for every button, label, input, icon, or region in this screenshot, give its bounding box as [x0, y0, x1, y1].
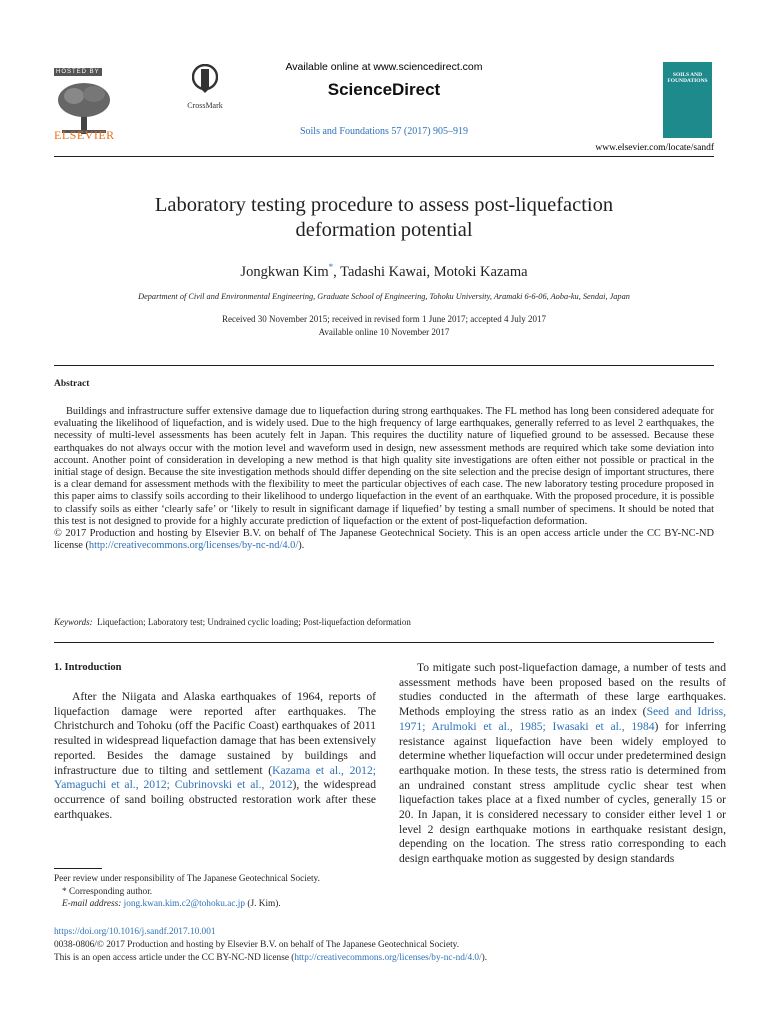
title-line-1: Laboratory testing procedure to assess post-liquefaction [154, 194, 614, 216]
abstract-heading: Abstract [54, 379, 90, 389]
footnotes [54, 873, 394, 911]
author-1: Jongkwan Kim [240, 263, 329, 280]
email-label: E-mail address: [62, 899, 122, 909]
abstract-paragraph: Buildings and infrastructure suffer extensive damage due to liquefaction during strong earthquakes. The FL method has long been considered adequate for evaluating the likelihood of liquefaction, and is widely used. Due to the high frequency of large earthquakes, generally referred to as level 2 earthquakes, the necessity of multi-level assessments has been acutely felt in Japan. This requires the ductility nature of liquefied ground to be assessed. Because these earthquakes do not always occur with the motion level and waveform used in design, new assessment methods are required which take some deviation into account. Another point of consideration in developing a new method is that high quality site investigations are often either not possible or practical in the initial stage of design. Because the site investigation methods should differ depending on the site selection and the precise design of important structures, there is a clear demand for assessment methods with the flexibility to meet the particular objectives of each case. The new laboratory testing procedure proposed in this paper aims to classify soils according to their likelihood to undergo liquefaction in the event of an earthquake. With the proposed procedure, it is possible to classify soils as either ‘clearly safe’ or ‘likely to result in significant damage if liquefied’ by testing a small number of specimens. It should be noted that this test is not designed to provide for a highly accurate prediction of liquefaction or the extent of post-liquefaction deformation. [54, 406, 714, 527]
intro-text-end: ) for inferring resistance against liquefaction have been widely employed to determine whether liquefaction will occur under predetermined design earthquake motion. In these tests, the stress ratio is determined from an undrained constant stress amplitude cyclic shear test when liquefaction takes place at a fixed number of cycles, generally 15 or 20. In Japan, it is considered necessary to consider either level 1 or level 2 design earthquake motions in earthquake resistant design, depending on the location. The stress ratio corresponding to each design earthquake motion as suggested by design standards [399, 719, 726, 866]
email-note [54, 898, 394, 911]
intro-text-end: ), the widespread occurrence of sand boiling obstructed restoration work after these earthquakes. [54, 778, 376, 821]
open-access-note [54, 952, 724, 965]
citation-link[interactable]: Seed and Idriss, 1971; Arulmoki et al., 1985; Iwasaki et al., 1984 [399, 705, 726, 733]
available-online-text: Available online at www.sciencedirect.com [285, 61, 483, 73]
email-link[interactable]: jong.kwan.kim.c2@tohoku.ac.jp [123, 899, 246, 909]
hosted-by-label: HOSTED BY [56, 69, 100, 75]
header-divider [54, 156, 714, 157]
intro-paragraph-1 [54, 690, 376, 822]
abstract-copyright [54, 528, 714, 552]
issn-text: 0038-0806/© 2017 Production and hosting by Elsevier B.V. on behalf of The Japanese Geotechnical Society. [54, 939, 460, 950]
journal-cover [663, 62, 712, 138]
abstract-bottom-divider [54, 642, 714, 643]
sciencedirect-brand[interactable]: ScienceDirect [327, 80, 441, 99]
footnote-divider [54, 868, 102, 869]
intro-paragraph-2 [399, 661, 726, 867]
bottom-info [54, 926, 724, 964]
title-line-2: deformation potential [295, 219, 473, 241]
intro-text: After the Niigata and Alaska earthquakes of 1964, reports of liquefaction damage were reported after earthquakes. The Christchurch and Tohoku (off the Pacific Coast) earthquakes of 2011 resulted in widespread liquefaction damage that has been extensively reported. Besides the damage sustained by buildings and infrastructure due to tilting and settlement ( [54, 690, 376, 777]
oa-license-link[interactable]: http://creativecommons.org/licenses/by-nc-nd/4.0/ [294, 952, 482, 963]
abstract-body [54, 406, 714, 552]
copyright-end: ). [298, 540, 305, 552]
license-link[interactable]: http://creativecommons.org/licenses/by-nc-nd/4.0/ [88, 540, 299, 552]
journal-reference[interactable]: Soils and Foundations 57 (2017) 905–919 [299, 126, 469, 137]
keywords-label: Keywords: [54, 617, 93, 627]
cover-title: SOILS AND FOUNDATIONS [667, 72, 708, 84]
intro-right-column [399, 661, 726, 867]
corresponding-note: * Corresponding author. [62, 886, 153, 897]
publisher-name: ELSEVIER [54, 128, 115, 142]
oa-text: This is an open access article under the CC BY-NC-ND license ( [54, 952, 295, 963]
doi-link[interactable]: https://doi.org/10.1016/j.sandf.2017.10.001 [54, 927, 216, 937]
copyright-text: © 2017 Production and hosting by Elsevier B.V. on behalf of The Japanese Geotechnical Society. This is an open access article under the CC BY-NC-ND license ( [54, 528, 714, 552]
crossmark-label: CrossMark [187, 101, 223, 110]
citation-link[interactable]: Kazama et al., 2012; Yamaguchi et al., 2012; Cubrinovski et al., 2012 [54, 763, 376, 792]
intro-left-column [54, 690, 376, 822]
oa-end: ). [481, 952, 488, 963]
author-list [0, 262, 768, 281]
other-authors: , Tadashi Kawai, Motoki Kazama [333, 263, 528, 280]
email-suffix: (J. Kim). [245, 899, 281, 909]
article-dates [0, 313, 768, 339]
journal-url[interactable]: www.elsevier.com/locate/sandf [595, 143, 714, 153]
article-title [60, 193, 708, 243]
abstract-top-divider [54, 365, 714, 366]
corresponding-mark[interactable]: * [328, 262, 334, 272]
keywords-list: Liquefaction; Laboratory test; Undrained cyclic loading; Post-liquefaction deformation [97, 617, 411, 627]
section-heading-introduction: 1. Introduction [54, 662, 122, 673]
intro-text: To mitigate such post-liquefaction damage, a number of tests and assessment methods have been proposed based on the results of studies conducted in the aftermath of these large earthquakes. Methods employing the stress ratio as an index ( [399, 661, 726, 719]
keywords [54, 617, 411, 627]
available-date: Available online 10 November 2017 [318, 327, 450, 337]
received-dates: Received 30 November 2015; received in revised form 1 June 2017; accepted 4 July 2017 [222, 314, 546, 324]
peer-review-note: Peer review under responsibility of The Japanese Geotechnical Society. [54, 874, 320, 884]
affiliation: Department of Civil and Environmental Engineering, Graduate School of Engineering, Tohoku University, Aramaki 6-6-06, Aoba-ku, Sendai, Japan [138, 292, 630, 301]
